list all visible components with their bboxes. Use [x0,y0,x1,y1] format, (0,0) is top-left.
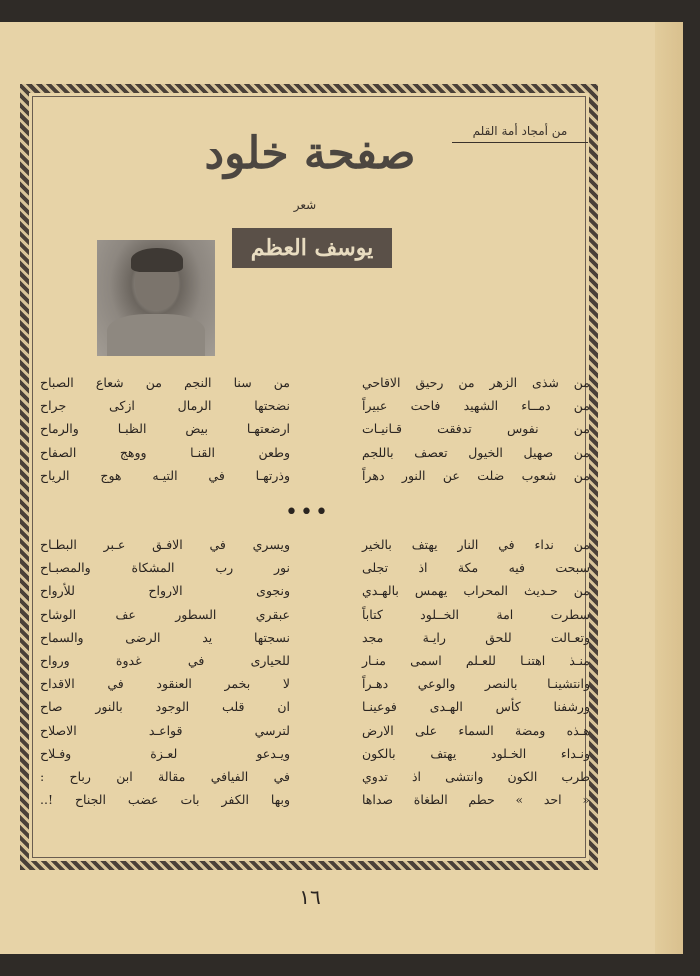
verse-hemistich-right: هـذه ومضة السماء على الارض [362,722,590,738]
author-name-banner: يوسف العظم [232,228,392,268]
verse-hemistich-left: نضحتها الرمال ازكى جراح [40,398,290,414]
verse-hemistich-left: من سنا النجم من شعاع الصباح [40,375,290,390]
page-title: صفحة خلود [204,128,416,179]
verse-hemistich-right: سبحت فيه مكة اذ تجلى [362,560,590,576]
verse-hemistich-left: نور رب المشكاة والمصبـاح [40,560,290,576]
genre-label: شعر [293,198,317,212]
verse-hemistich-left: ارضعتهـا بيض الظبـا والرماح [40,421,290,437]
verse-hemistich-left: لترسي قواعـد الاصلاح [40,722,290,738]
page-number: ١٦ [299,885,321,909]
verse-hemistich-right: من شذى الزهر من رحيق الاقاحي [362,375,590,390]
verse-hemistich-right: من نداء في النار يهتف بالخير [362,537,590,552]
verse-hemistich-left: لا بخمر العنقود في الاقداح [40,676,290,692]
verse-hemistich-right: سطرت امة الخــلود كتاباً [362,606,590,622]
verse-hemistich-right: من نفوس تدفقت قـانيـات [362,421,590,437]
verse-hemistich-left: ان قلب الوجود بالنور صاح [40,699,290,715]
page-edge [655,22,683,954]
verse-hemistich-right: وتعـالت للحق رايـة مجد [362,629,590,645]
verse-hemistich-left: ونجوى الارواح للأرواح [40,583,290,599]
photo-hair [131,248,183,272]
verse-hemistich-left: للحيارى في غدوة ورواح [40,653,290,668]
verse-hemistich-right: منـذ اهتنـا للعـلم اسمى منـار [362,653,590,668]
verse-hemistich-right: « احد » حطم الطغاة صداها [362,792,590,808]
photo-suit [107,314,205,356]
verse-hemistich-right: من حـديث المحراب يهمس بالهـدي [362,583,590,599]
verse-hemistich-left: وذرتهـا في التيـه هوج الرياح [40,467,290,483]
verse-hemistich-right: ونـداء الخـلود يهتف بالكون [362,745,590,761]
verse-hemistich-left: عبقري السطور عف الوشاح [40,606,290,622]
verse-hemistich-left: في الفيافي مقالة ابن رباح : [40,769,290,784]
stanza-separator: ••• [285,500,330,525]
verse-hemistich-right: طرب الكون وانتشى اذ تدوي [362,769,590,784]
verse-hemistich-right: وانتشينـا بالنصر والوعي دهـراً [362,676,590,692]
verse-hemistich-left: ويـدعو لعـزة وفـلاح [40,745,290,761]
section-label: من أمجاد أمة القلم [452,124,588,143]
verse-hemistich-left: وطعن القنـا ووهج الصفاح [40,444,290,460]
verse-hemistich-left: وبها الكفر بات عضب الجناح !.. [40,792,290,808]
verse-hemistich-right: من دمــاء الشهيد فاحت عبيراً [362,398,590,414]
verse-hemistich-right: من شعوب ضلت عن النور دهراً [362,467,590,483]
author-photo [97,240,215,356]
verse-hemistich-right: من صهيل الخيول تعصف باللجم [362,444,590,460]
verse-hemistich-left: ويسري في الافـق عـبر البطـاح [40,537,290,552]
verse-hemistich-right: ورشفنا كأس الهـدى فوعينـا [362,699,590,715]
verse-hemistich-left: نسجتها يد الرضى والسماح [40,629,290,645]
